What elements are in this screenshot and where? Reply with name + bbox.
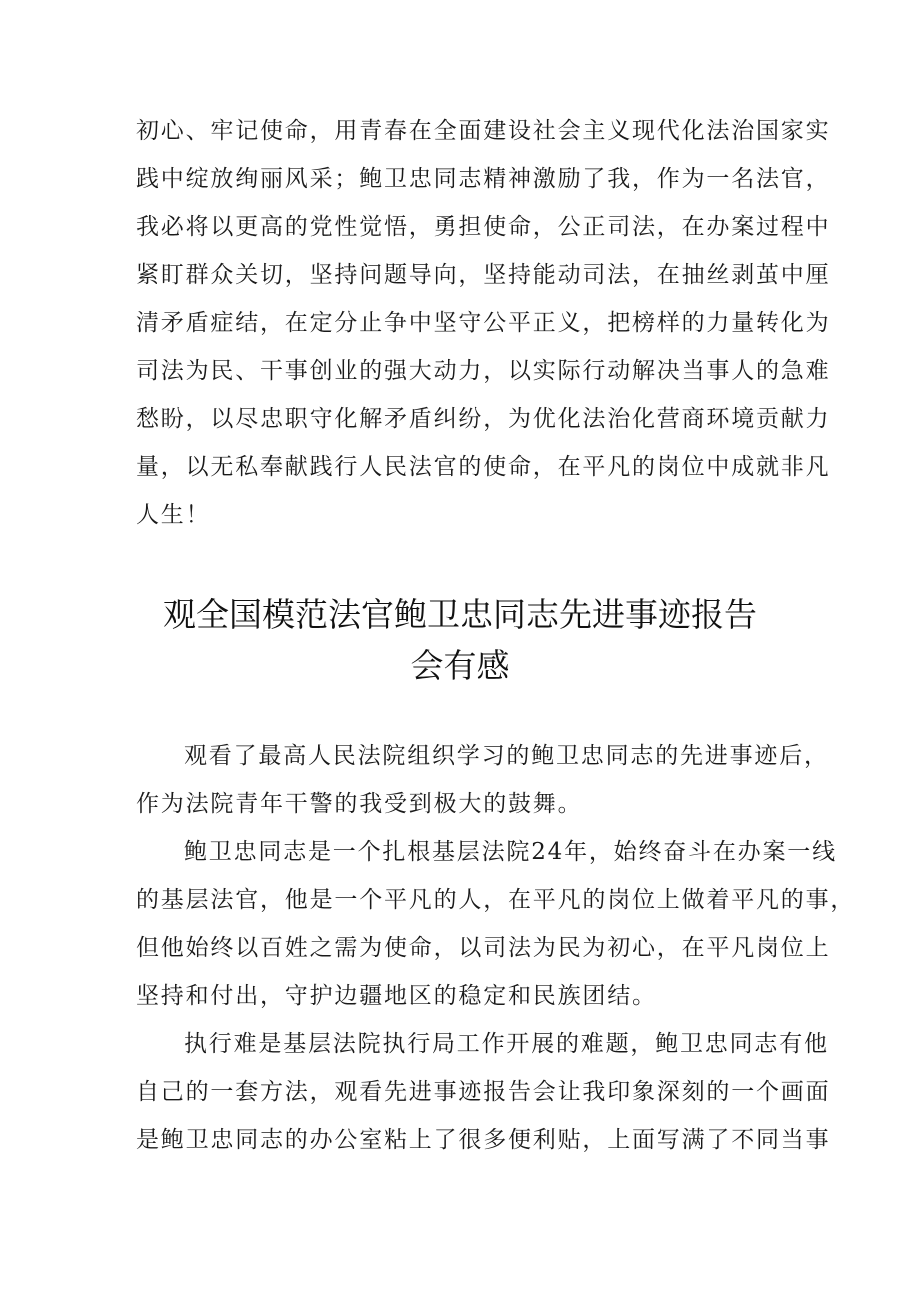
text-line: 紧盯群众关切，坚持问题导向，坚持能动司法，在抽丝剥茧中厘 <box>136 262 831 288</box>
title-line: 观全国模范法官鲍卫忠同志先进事迹报告 <box>163 595 757 634</box>
text-line: 鲍卫忠同志是一个扎根基层法院24年，始终奋斗在办案一线 <box>184 839 837 865</box>
text-line: 人生！ <box>136 502 211 528</box>
text-line: 愁盼，以尽忠职守化解矛盾纠纷，为优化法治化营商环境贡献力 <box>136 406 831 432</box>
text-line: 观看了最高人民法院组织学习的鲍卫忠同志的先进事迹后， <box>184 743 829 769</box>
text-line: 自己的一套方法，观看先进事迹报告会让我印象深刻的一个画面 <box>136 1079 831 1105</box>
text-line: 作为法院青年干警的我受到极大的鼓舞。 <box>136 791 583 817</box>
title-line: 会有感 <box>410 646 510 685</box>
text-line: 初心、牢记使命，用青春在全面建设社会主义现代化法治国家实 <box>136 118 831 144</box>
text-line: 执行难是基层法院执行局工作开展的难题，鲍卫忠同志有他 <box>184 1031 829 1057</box>
text-line: 清矛盾症结，在定分止争中坚守公平正义，把榜样的力量转化为 <box>136 310 831 336</box>
text-line: 是鲍卫忠同志的办公室粘上了很多便利贴，上面写满了不同当事 <box>136 1127 831 1153</box>
text-line: 践中绽放绚丽风采；鲍卫忠同志精神激励了我，作为一名法官， <box>136 166 831 192</box>
text-line: 量，以无私奉献践行人民法官的使命，在平凡的岗位中成就非凡 <box>136 454 831 480</box>
text-line: 我必将以更高的党性觉悟，勇担使命，公正司法，在办案过程中 <box>136 214 831 240</box>
text-line: 司法为民、干事创业的强大动力，以实际行动解决当事人的急难 <box>136 358 831 384</box>
text-line: 的基层法官，他是一个平凡的人，在平凡的岗位上做着平凡的事， <box>136 887 856 913</box>
text-line: 但他始终以百姓之需为使命，以司法为民为初心，在平凡岗位上 <box>136 935 831 961</box>
text-line: 坚持和付出，守护边疆地区的稳定和民族团结。 <box>136 983 657 1009</box>
